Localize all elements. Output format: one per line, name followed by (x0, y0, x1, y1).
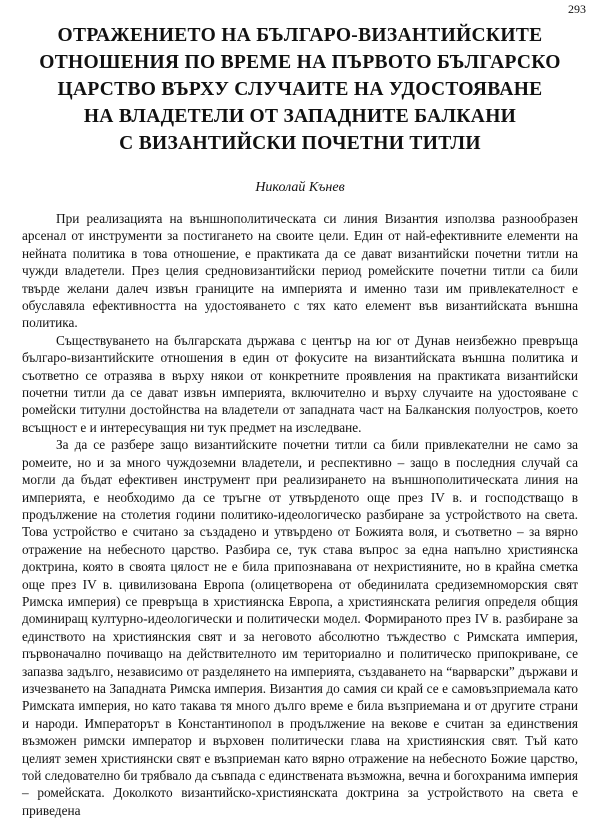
title-line: С ВИЗАНТИЙСКИ ПОЧЕТНИ ТИТЛИ (119, 133, 481, 154)
article-body (22, 210, 578, 819)
author-name: Николай Кънев (255, 180, 345, 195)
page-number: 293 (568, 2, 586, 16)
title-line: НА ВЛАДЕТЕЛИ ОТ ЗАПАДНИТЕ БАЛКАНИ (83, 106, 517, 127)
article-title (20, 22, 580, 157)
paragraph: При реализацията на външнополитическата си линия Византия използва разнообразен арсенал от инструменти за постигането на своите цели. Един от най-ефективните елементи на нейната политика в това отношение, е практиката да се дават византийски почетни титли на чужди владетели. През целия средновизантийски период ромейските почетни титли са били твърде желани далеч извън границите на империята и именно тази им привлекателност е обуславяла ефективността на удостояването с тях като елемент във византийската външна политика. (22, 211, 578, 331)
title-line: ЦАРСТВО ВЪРХУ СЛУЧАИТЕ НА УДОСТОЯВАНЕ (57, 79, 543, 100)
title-line: ОТРАЖЕНИЕТО НА БЪЛГАРО-ВИЗАНТИЙСКИТЕ (57, 25, 543, 46)
title-line: ОТНОШЕНИЯ ПО ВРЕМЕ НА ПЪРВОТО БЪЛГАРСКО (39, 52, 561, 73)
paragraph: За да се разбере защо византийските почетни титли са били привлекателни не само за ромеите, но и за много чуждоземни владетели, и респективно – защо в последния случай са могли да бъдат ефективен инструмент при реализирането на външнополитическата линия на империята, е необходимо да се тръгне от утвърденото още през IV в. и господстващо в продължение на столетия години политико-идеологическо разбиране за устройството на света. Това устройство е считано за създадено и утвърдено от Божията воля, и съответно – за вярно отражение на небесното царство. Разбира се, тук става въпрос за една напълно християнска доктрина, която в своята цялост не е била припознавана от нехристияните, но в крайна сметка още през IV в. цивилизована Европа (олицетворена от обединилата средиземноморския свят Римска империя) се превръща в християнска Европа, а християнската религия определя общия доминиращ културно-идеологически и политически модел. Формираното през IV в. разбиране за единството на християнския свят и за неговото абсолютно тъждество с Римската империя, първоначално почиващо на действителното им териториално и политическо припокриване, се запазва задълго, независимо от разделянето на империята, създаването на “варварски” държави и изчезването на Западната Римска империя. Византия до самия си край се е самовъзприемала като Римската империя, но като такава тя много дълго време е била възприемана и от другите страни и народи. Императорът в Константинопол в продължение на векове е считан за единствения възможен римски император и върховен политически глава на християнския свят. Тъй като целият земен християнски свят е възприеман като вярно отражение на небесното Божие царство, той следователно би трябвало да съвпада с единствената възможна, вечна и богохранима империя – ромейската. Доколкото византийско-християнската доктрина за устройството на света е приведена (22, 437, 578, 818)
paragraph: Съществуването на българската държава с център на юг от Дунав неизбежно превръща българо-византийските отношения в един от фокусите на византийската външна политика и съответно се отразява в върху някои от конкретните проявления на практиката византийски почетни титли да се дават извън империята, включително и върху случаите на удостояване с ромейски титулни достойнства на владетели от западната част на Балканския полуостров, което всъщност е и интересуващия ни тук предмет на изследване. (22, 332, 578, 435)
